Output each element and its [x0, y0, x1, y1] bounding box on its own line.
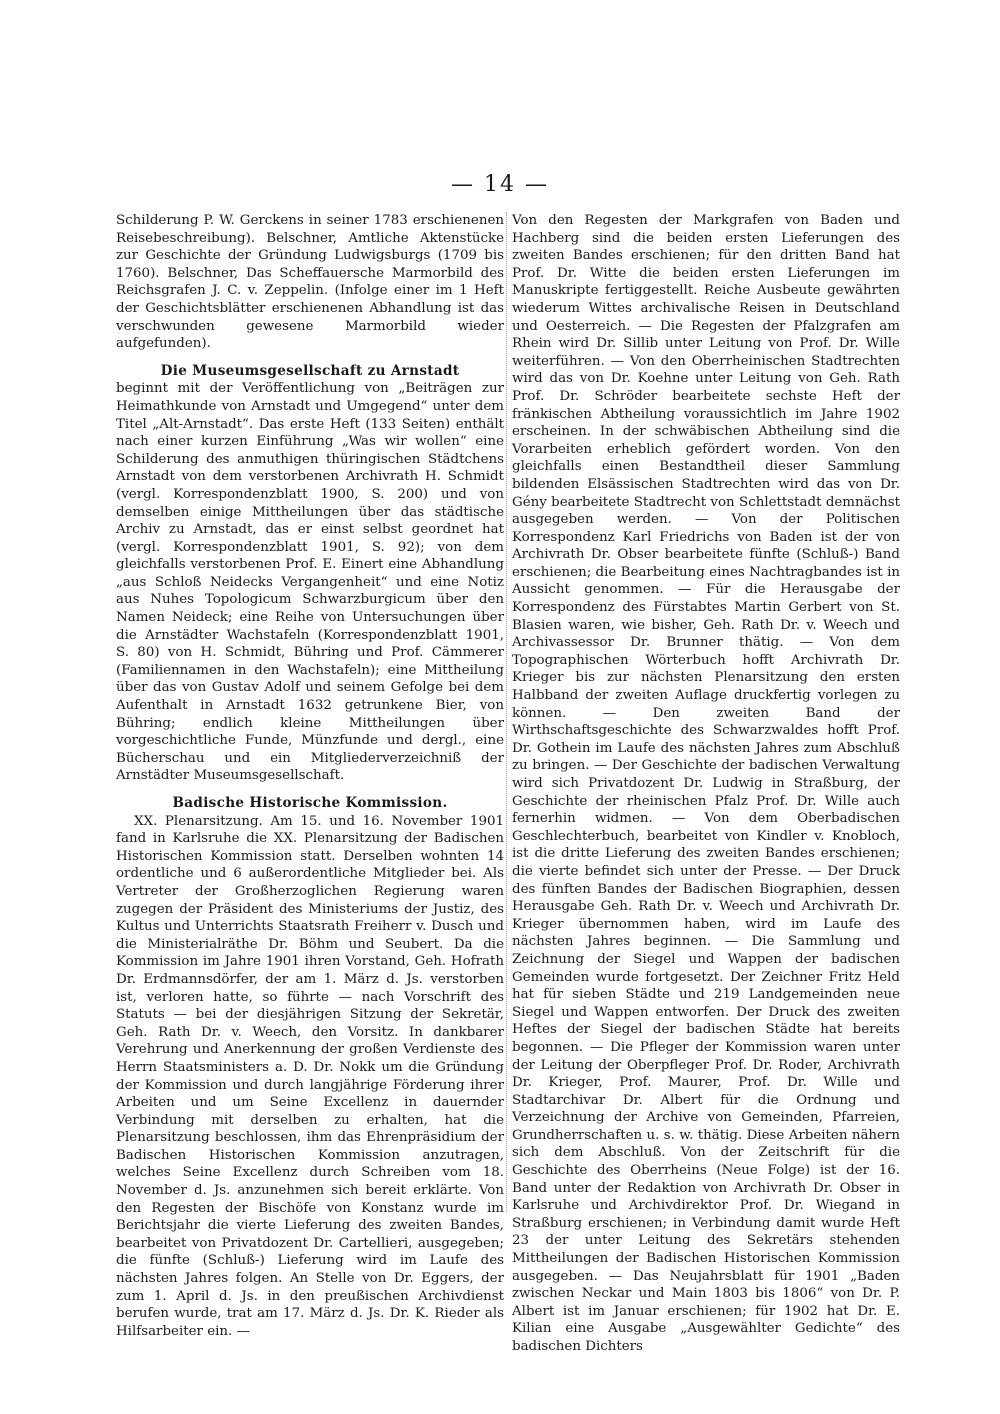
right-column-paragraph: Von den Regesten der Markgrafen von Baden und Hachberg sind die beiden ersten Lieferungen des zweiten Bandes erschienen; für den dritten Band hat Prof. Dr. Witte die beiden ersten Lieferungen im Manuskripte fertiggestellt. Reiche Ausbeute gewährten wiederum Wittes archivalische Reisen in Deutschland und Oesterreich. — Die Regesten der Pfalzgrafen am Rhein wird Dr. Sillib unter Leitung von Prof. Dr. Wille weiterführen. — Von den Oberrheinischen Stadtrechten wird das von Dr. Koehne unter Leitung von Geh. Rath Prof. Dr. Schröder bearbeitete sechste Heft der fränkischen Abtheilung voraussichtlich im Jahre 1902 erscheinen. In der schwäbischen Abtheilung sind die Vorarbeiten erheblich gefördert worden. Von den gleichfalls einen Bestandtheil dieser Sammlung bildenden Elsässischen Stadtrechten wird das von Dr. Gény bearbeitete Stadtrecht von Schlettstadt demnächst ausgegeben werden. — Von der Politischen Korrespondenz Karl Friedrichs von Baden ist der von Archivrath Dr. Obser bearbeitete fünfte (Schluß-) Band erschienen; die Bearbeitung eines Nachtragbandes ist in Aussicht genommen. — Für die Herausgabe der Korrespondenz des Fürstabtes Martin Gerbert von St. Blasien waren, wie bisher, Geh. Rath Dr. v. Weech und Archivassessor Dr. Brunner thätig. — Von dem Topographischen Wörterbuch hofft Archivrath Dr. Krieger bis zur nächsten Plenarsitzung den ersten Halbband der zweiten Auflage druckfertig vorlegen zu können. — Den zweiten Band der Wirthschaftsgeschichte des Schwarzwaldes hofft Prof. Dr. Gothein im Laufe des nächsten Jahres zum Abschluß zu bringen. — Der Geschichte der badischen Verwaltung wird sich Privatdozent Dr. Ludwig in Straßburg, der Geschichte der rheinischen Pfalz Prof. Dr. Wille auch fernerhin widmen. — Von dem Oberbadischen Geschlechterbuch, bearbeitet von Kindler v. Knobloch, ist die dritte Lieferung des zweiten Bandes erschienen; die vierte befindet sich unter der Presse. — Der Druck des fünften Bandes der Badischen Biographien, dessen Herausgabe Geh. Rath Dr. v. Weech und Archivrath Dr. Krieger übernommen haben, wird im Laufe des nächsten Jahres beginnen. — Die Sammlung und Zeichnung der Siegel und Wappen der badischen Gemeinden wurde fortgesetzt. Der Zeichner Fritz Held hat für sieben Städte und 219 Landgemeinden neue Siegel und Wappen entworfen. Der Druck des zweiten Heftes der Siegel der badischen Städte hat bereits begonnen. — Die Pfleger der Kommission waren unter der Leitung der Oberpfleger Prof. Dr. Roder, Archivrath Dr. Krieger, Prof. Maurer, Prof. Dr. Wille und Stadtarchivar Dr. Albert für die Ordnung und Verzeichnung der Archive von Gemeinden, Pfarreien, Grundherrschaften u. s. w. thätig. Diese Arbeiten nähern sich dem Abschluß. Von der Zeitschrift für die Geschichte des Oberrheins (Neue Folge) ist der 16. Band unter der Redaktion von Archivrath Dr. Obser in Karlsruhe und Archivdirektor Prof. Dr. Wiegand in Straßburg erschienen; in Verbindung damit wurde Heft 23 der unter Leitung des Sekretärs stehenden Mittheilungen der Badischen Historischen Kommission ausgegeben. — Das Neujahrsblatt für 1901 „Baden zwischen Neckar und Main 1803 bis 1806“ von Dr. P. Albert ist im Januar erschienen; für 1902 hat Dr. E. Kilian eine Ausgabe „Ausgewählter Gedichte“ des badischen Dichters [512, 213, 900, 1354]
page-number: — 14 — [451, 172, 549, 197]
heading-museumsgesellschaft: Die Museumsgesellschaft zu Arnstadt [160, 362, 460, 379]
plenarsitzung-paragraph: XX. Plenarsitzung. Am 15. und 16. November 1901 fand in Karlsruhe die XX. Plenarsitzung der Badischen Historischen Kommission statt. Derselben wohnten 14 ordentliche und 6 außerordentliche Mitglieder bei. Als Vertreter der Großherzoglichen Regierung waren zugegen der Präsident des Ministeriums der Justiz, des Kultus und Unterrichts Staatsrath Freiherr v. Dusch und die Ministerialräthe Dr. Böhm und Seubert. Da die Kommission im Jahre 1901 ihren Vorstand, Geh. Hofrath Dr. Erdmannsdörfer, der am 1. März d. Js. verstorben ist, verloren hatte, so führte — nach Vorschrift des Statuts — bei der diesjährigen Sitzung der Sekretär, Geh. Rath Dr. v. Weech, den Vorsitz. In dankbarer Verehrung und Anerkennung der großen Verdienste des Herrn Staatsministers a. D. Dr. Nokk um die Gründung der Kommission und durch langjährige Förderung ihrer Arbeiten und um Seine Excellenz in dauernder Verbindung mit derselben zu erhalten, hat die Plenarsitzung beschlossen, ihm das Ehrenpräsidium der Badischen Historischen Kommission anzutragen, welches Seine Excellenz durch Schreiben vom 18. November d. Js. anzunehmen sich bereit erklärte. Von den Regesten der Bischöfe von Konstanz wurde im Berichtsjahr die vierte Lieferung des zweiten Bandes, bearbeitet von Privatdozent Dr. Cartellieri, ausgegeben; die fünfte (Schluß-) Lieferung wird im Laufe des nächsten Jahres folgen. An Stelle von Dr. Eggers, der zum 1. April d. Js. in den preußischen Archivdienst berufen wurde, trat am 17. März d. Js. Dr. K. Rieder als Hilfsarbeiter ein. — [116, 813, 504, 1339]
left-column [116, 212, 504, 1340]
right-column [512, 212, 900, 1356]
intro-paragraph: Schilderung P. W. Gerckens in seiner 1783 erschienenen Reisebeschreibung). Belschner, Amtliche Aktenstücke zur Geschichte der Gründung Ludwigsburgs (1709 bis 1760). Belschner, Das Scheffauersche Marmorbild des Reichsgrafen J. C. v. Zeppelin. (Infolge einer im 1 Heft der Geschichtsblätter erschienenen Abhandlung ist das verschwunden gewesene Marmorbild wieder aufgefunden). [116, 213, 504, 352]
museumsgesellschaft-paragraph: beginnt mit der Veröffentlichung von „Beiträgen zur Heimathkunde von Arnstadt und Umgegend“ unter dem Titel „Alt-Arnstadt“. Das erste Heft (133 Seiten) enthält nach einer kurzen Einführung „Was wir wollen“ eine Schilderung des anmuthigen thüringischen Städtchens Arnstadt von dem verstorbenen Archivrath H. Schmidt (vergl. Korrespondenzblatt 1900, S. 200) und von demselben einige Mittheilungen über das städtische Archiv zu Arnstadt, das er einst selbst geordnet hat (vergl. Korrespondenzblatt 1901, S. 92); von dem gleichfalls verstorbenen Prof. E. Einert eine Abhandlung „aus Schloß Neidecks Vergangenheit“ und eine Notiz aus Nuhes Topologicum Schwarzburgicum über den Namen Neideck; eine Reihe von Untersuchungen über die Arnstädter Wachstafeln (Korrespondenzblatt 1901, S. 80) von H. Schmidt, Bühring und Prof. Cämmerer (Familiennamen in den Wachstafeln); eine Mittheilung über das von Gustav Adolf und seinem Gefolge bei dem Aufenthalt in Arnstadt 1632 getrunkene Bier, von Bühring; endlich kleine Mittheilungen über vorgeschichtliche Funde, Münzfunde und dergl., eine Bücherschau und ein Mitgliederverzeichniß der Arnstädter Museumsgesellschaft. [116, 381, 504, 784]
column-divider [506, 212, 507, 1212]
heading-badische-kommission: Badische Historische Kommission. [172, 795, 448, 811]
